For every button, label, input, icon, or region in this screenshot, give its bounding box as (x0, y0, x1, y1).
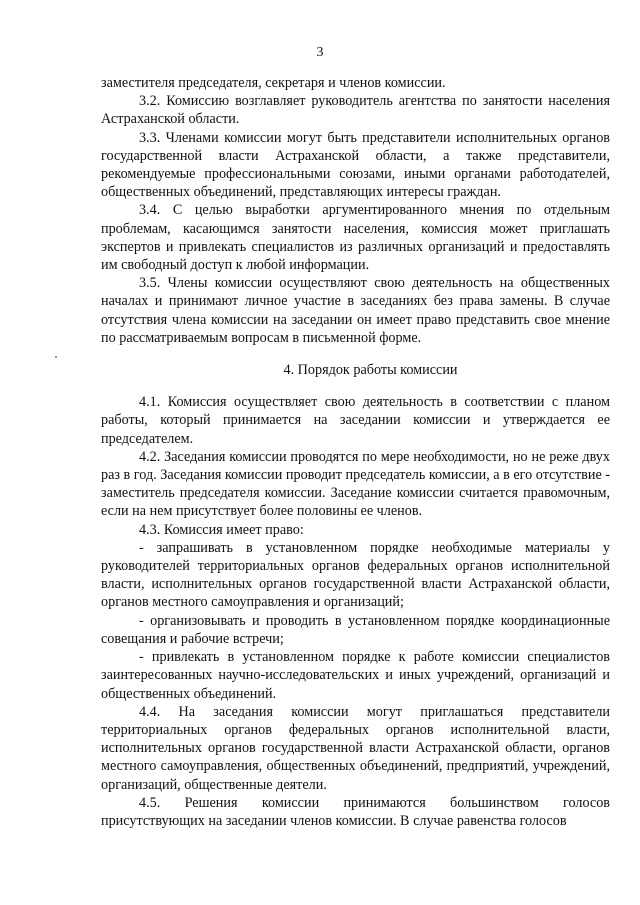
paragraph-continuation: заместителя председателя, секретаря и членов комиссии. (101, 75, 446, 91)
paragraph-3-2: 3.2. Комиссию возглавляет руководитель агентства по занятости населения Астраханской области. (101, 93, 610, 128)
list-item-request-materials: - запрашивать в установленном порядке необходимые материалы у руководителей территориальных органов федеральных органов исполнительной власти, исполнительных органов государственной власти Астраханской области, органов местного самоуправления и организаций; (101, 539, 610, 611)
scan-speck (55, 356, 57, 358)
paragraph-4-2: 4.2. Заседания комиссии проводятся по мере необходимости, но не реже двух раз в год. Заседания комиссии проводит председатель комиссии, а в его отсутствие - заместитель председателя комиссии. Заседание комиссии считается правомочным, если на нем присутствует более половины ее членов. (101, 448, 611, 520)
section-heading: 4. Порядок работы комиссии (283, 362, 458, 379)
paragraph-4-4: 4.4. На заседания комиссии могут приглашаться представители территориальных органов федеральных органов исполнительной власти, исполнительных органов государственной власти Астраханской области, органов местного самоуправления, общественных объединений, предприятий, учреждений, организаций, общественные деятели. (101, 703, 610, 793)
page-number: 3 (316, 45, 324, 60)
paragraph-3-4: 3.4. С целью выработки аргументированного мнения по отдельным проблемам, касающимся занятости населения, комиссия может приглашать экспертов и привлекать специалистов из различных организаций и предоставлять им свободный доступ к любой информации. (101, 202, 610, 274)
paragraph-4-1: 4.1. Комиссия осуществляет свою деятельность в соответствии с планом работы, который принимается на заседании комиссии и утверждается ее председателем. (101, 394, 610, 447)
paragraph-4-5: 4.5. Решения комиссии принимаются большинством голосов присутствующих на заседании членов комиссии. В случае равенства голосов (101, 794, 610, 829)
list-item-involve-specialists: - привлекать в установленном порядке к работе комиссии специалистов заинтересованных научно-исследовательских и иных учреждений, организаций и общественных объединений. (101, 649, 610, 702)
list-item-organize-meetings: - организовывать и проводить в установленном порядке координационные совещания и рабочие встречи; (101, 612, 610, 647)
paragraph-3-3: 3.3. Членами комиссии могут быть представители исполнительных органов государственной власти Астраханской области, а также представители, рекомендуемые профессиональными союзами, иными органами работодателей, общественных объединений, представляющих интересы граждан. (101, 129, 610, 201)
paragraph-3-5: 3.5. Члены комиссии осуществляют свою деятельность на общественных началах и принимают личное участие в заседаниях без права замены. В случае отсутствия члена комиссии на заседании он имеет право представить свое мнение по рассматриваемым вопросам в письменной форме. (101, 275, 610, 346)
paragraph-4-3: 4.3. Комиссия имеет право: (139, 521, 304, 538)
document-body (101, 74, 610, 830)
